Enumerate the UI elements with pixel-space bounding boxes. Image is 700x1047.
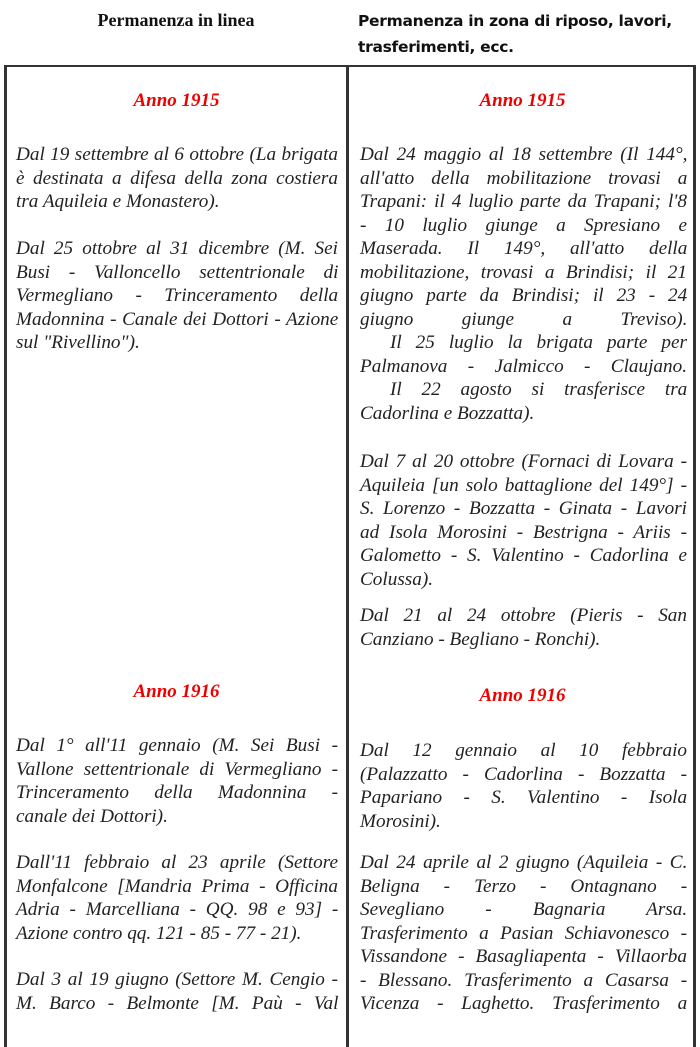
text-line: Il 25 luglio la brigata parte per (390, 332, 687, 353)
text-line: Vallone settentrionale di Vermegliano - (16, 758, 338, 780)
text-line: Vissandone - Basagliapenta - Villaorba (360, 946, 687, 967)
text-line: Dal 12 gennaio al 10 febbraio (360, 740, 687, 761)
paragraph-left-1915-2 (16, 237, 338, 355)
text-line: ad Isola Morosini - Bestrigna - Ariis - (360, 521, 687, 543)
year-heading-1916-right: Anno 1916 (479, 685, 566, 706)
text-line: Il 22 agosto si trasferisce tra (390, 379, 688, 400)
text-line: giugno giunge a Treviso). (360, 308, 688, 330)
text-line: Beligna - Terzo - Ontagnano - (360, 875, 688, 897)
text-line: è destinata a difesa della zona costiera (16, 167, 338, 189)
text-line: Dal 7 al 20 ottobre (Fornaci di Lovara - (360, 451, 687, 472)
paragraph-right-1915-3 (360, 604, 687, 651)
text-line: Trapani: il 4 luglio parte da Trapani; l'8 (360, 191, 687, 212)
text-line: Madonnina - Canale dei Dottori - Azione (16, 308, 339, 330)
text-line: - 10 luglio giunge a Spresiano e (360, 214, 687, 236)
text-line: all'atto della mobilitazione trovasi a (360, 167, 688, 189)
year-heading-1915-left: Anno 1915 (133, 90, 220, 111)
paragraph-left-1916-3 (16, 968, 338, 1015)
text-line: Colussa). (360, 568, 434, 590)
text-line: Cadorlina e Bozzatta). (360, 402, 535, 424)
paragraph-left-1916-2 (16, 851, 338, 945)
column-rest-zone (352, 67, 693, 1047)
text-line: Trinceramento della Madonnina - (16, 782, 338, 803)
text-line: M. Barco - Belmonte [M. Paù - Val (16, 992, 339, 1014)
paragraph-left-1915-1 (16, 143, 338, 214)
paragraph-right-1915-2 (360, 450, 687, 591)
text-line: - Blessano. Trasferimento a Casarsa - (360, 969, 688, 991)
text-line: Galometto - S. Valentino - Cadorlina e (360, 545, 687, 566)
text-line: Azione contro qq. 121 - 85 - 77 - 21). (16, 922, 302, 944)
text-line: Vermegliano - Trinceramento della (16, 285, 339, 306)
text-line: mobilitazione, trovasi a Brindisi; il 21 (360, 261, 687, 283)
text-line: giugno parte da Brindisi; il 23 - 24 (360, 285, 688, 306)
column-header-rest-zone (358, 8, 698, 60)
text-line: (Palazzatto - Cadorlina - Bozzatta - (360, 763, 687, 785)
text-line: Maserada. Il 149°, all'atto della (360, 238, 688, 259)
text-line: Vicenza - Laghetto. Trasferimento a (360, 993, 688, 1014)
text-line: tra Aquileia e Monastero). (16, 191, 220, 212)
paragraph-right-1916-2 (360, 851, 687, 1016)
text-line: S. Lorenzo - Bozzatta - Ginata - Lavori (360, 498, 687, 519)
column-header-in-line: Permanenza in linea (97, 10, 255, 30)
year-heading-1915-right: Anno 1915 (479, 90, 566, 111)
year-heading-1916-left: Anno 1916 (133, 681, 220, 702)
text-line: Dal 19 settembre al 6 ottobre (La brigata (16, 144, 338, 165)
text-line: Busi - Valloncello settentrionale di (16, 261, 339, 283)
text-line: Papariano - S. Valentino - Isola (360, 787, 688, 808)
paragraph-left-1916-1 (16, 734, 338, 828)
text-line: Palmanova - Jalmicco - Claujano. (360, 355, 687, 377)
text-line: Sevegliano - Bagnaria Arsa. (360, 899, 688, 920)
text-line: sul "Rivellino"). (16, 332, 140, 353)
text-line: Dall'11 febbraio al 23 aprile (Settore (16, 852, 338, 873)
paragraph-right-1916-1 (360, 739, 687, 833)
column-header-rest-zone-line-2: trasferimenti, ecc. (358, 38, 514, 56)
text-line: Monfalcone [Mandria Prima - Officina (16, 875, 338, 897)
text-line: Dal 24 maggio al 18 settembre (Il 144°, (360, 144, 688, 165)
text-line: Morosini). (360, 810, 441, 832)
text-line: Aquileia [un solo battaglione del 149°] - (360, 474, 687, 496)
text-line: canale dei Dottori). (16, 805, 168, 827)
column-header-rest-zone-line-1: Permanenza in zona di riposo, lavori, (358, 12, 672, 30)
paragraph-right-1915-1 (360, 143, 687, 425)
text-line: Adria - Marcelliana - QQ. 98 e 93] - (16, 899, 339, 920)
text-line: Dal 3 al 19 giugno (Settore M. Cengio - (16, 969, 338, 990)
text-line: Dal 21 al 24 ottobre (Pieris - San (360, 605, 687, 626)
table-header (0, 0, 700, 64)
column-in-line (7, 67, 349, 1047)
text-line: Dal 25 ottobre al 31 dicembre (M. Sei (16, 238, 338, 259)
text-line: Trasferimento a Pasian Schiavonesco - (360, 922, 687, 944)
text-line: Dal 24 aprile al 2 giugno (Aquileia - C. (360, 852, 688, 873)
text-line: Dal 1° all'11 gennaio (M. Sei Busi - (16, 735, 338, 756)
permanence-table (4, 65, 696, 1047)
text-line: Canziano - Begliano - Ronchi). (360, 628, 601, 650)
